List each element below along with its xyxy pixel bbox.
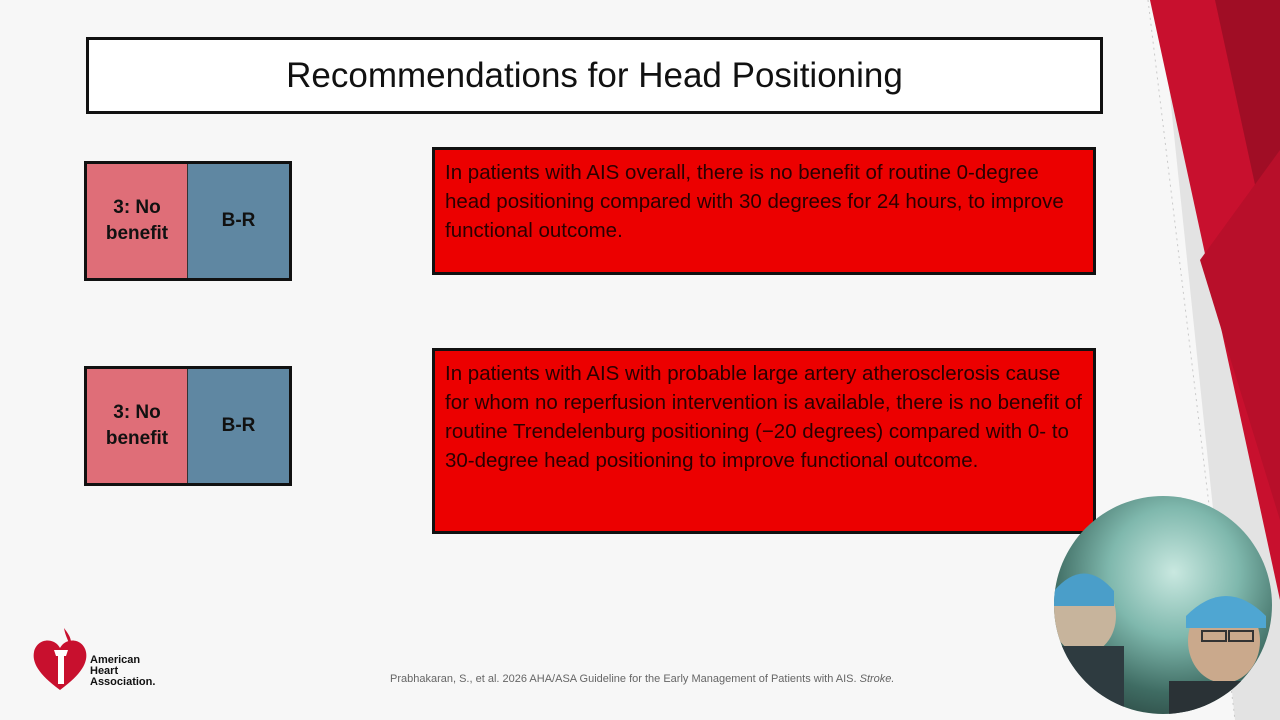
- slide-title: Recommendations for Head Positioning: [286, 55, 903, 95]
- logo-line2: Heart: [90, 665, 119, 677]
- class-of-recommendation-2: [84, 366, 292, 486]
- class-label-line1: 3: No: [113, 197, 161, 218]
- citation-journal: Stroke.: [859, 673, 895, 685]
- recommendation-text-1: In patients with AIS overall, there is no benefit of routine 0-degree head positioning compared with 30 degrees for 24 hours, to improve functional outcome.: [432, 147, 1096, 275]
- logo-line1: American: [90, 654, 141, 666]
- class-of-recommendation-1: [84, 161, 292, 281]
- class-label-line2: benefit: [105, 223, 169, 244]
- class-badge-2: [87, 369, 188, 483]
- recommendation-text-2: In patients with AIS with probable large artery atherosclerosis cause for whom no reperfusion intervention is available, there is no benefit of routine Trendelenburg positioning (−20 degrees) compared with 0- to 30-degree head positioning to improve functional outcome.: [432, 348, 1096, 534]
- citation: [390, 673, 894, 685]
- class-label-line1: 3: No: [113, 402, 161, 423]
- title-box: [86, 37, 1103, 114]
- webcam-participants-image: [1054, 496, 1272, 714]
- webcam-overlay: [1054, 496, 1272, 714]
- citation-text: Prabhakaran, S., et al. 2026 AHA/ASA Guideline for the Early Management of Patients with AIS.: [390, 673, 857, 685]
- aha-logo-text: [90, 655, 155, 688]
- logo-line3: Association.: [90, 676, 156, 688]
- level-of-evidence-1: B-R: [188, 164, 289, 278]
- level-of-evidence-2: B-R: [188, 369, 289, 483]
- class-label-line2: benefit: [105, 428, 169, 449]
- class-badge-1: [87, 164, 188, 278]
